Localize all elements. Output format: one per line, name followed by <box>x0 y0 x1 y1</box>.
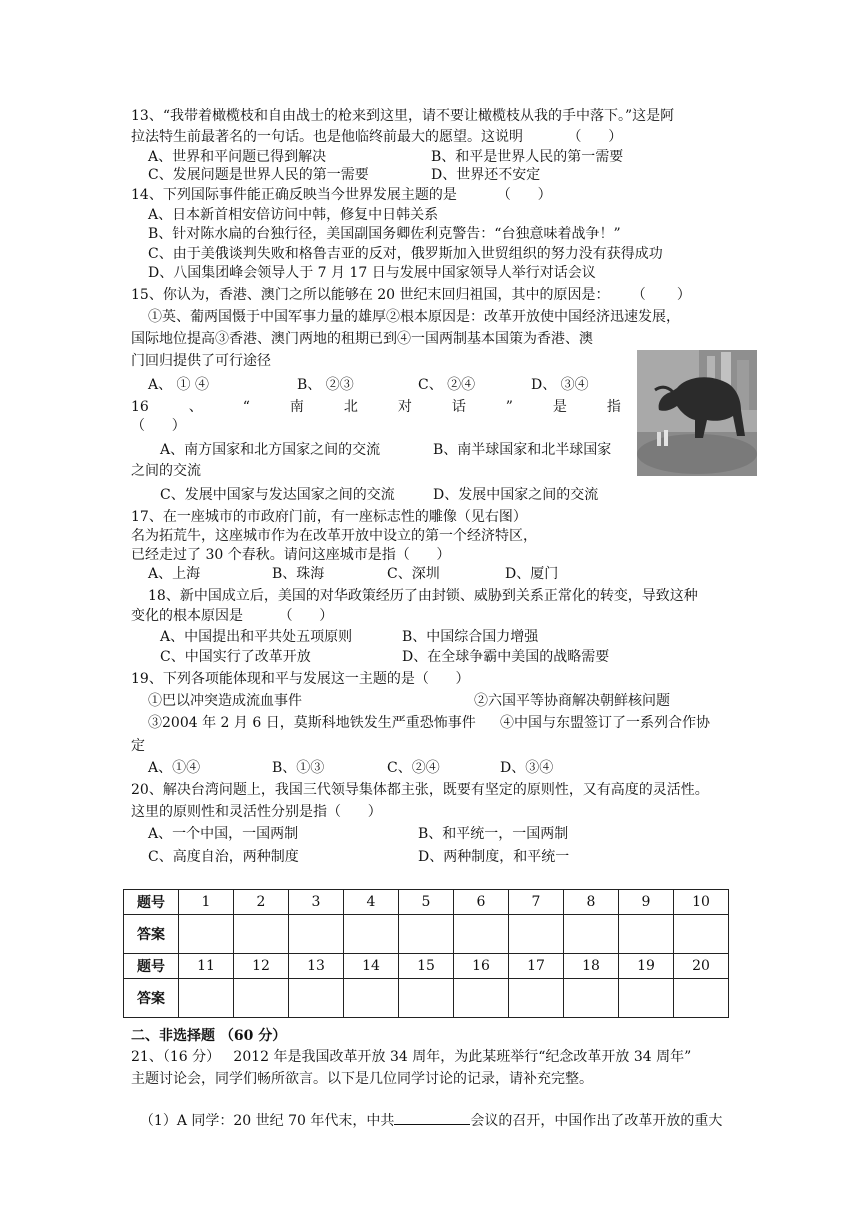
table-header-answer: 答案 <box>124 915 179 954</box>
answer-cell[interactable] <box>399 979 454 1018</box>
q19-option-d: D、③④ <box>500 760 554 776</box>
q15-stem: 15、你认为，香港、澳门之所以能够在 20 世纪末回归祖国，其中的原因是： （ ） <box>131 287 691 303</box>
q17-option-d: D、厦门 <box>505 566 559 582</box>
q13-stem-line1: 13、“我带着橄榄枝和自由战士的枪来到这里，请不要让橄榄枝从我的手中落下。”这是阿 <box>131 108 675 124</box>
answer-cell[interactable] <box>344 915 399 954</box>
q16-stem-part: 、 <box>188 399 203 415</box>
question-number-cell: 2 <box>234 890 289 915</box>
question-number-cell: 5 <box>399 890 454 915</box>
q16-option-b-cont: 之间的交流 <box>131 463 201 479</box>
q19-item-1: ①巴以冲突造成流血事件 <box>148 693 302 709</box>
q20-option-d: D、两种制度，和平统一 <box>418 849 570 865</box>
q18-stem-line2: 变化的根本原因是 （ ） <box>131 608 334 624</box>
answer-cell[interactable] <box>234 979 289 1018</box>
q17-option-b: B、珠海 <box>272 566 325 582</box>
q16-answer-paren: （ ） <box>131 418 186 434</box>
q17-option-a: A、上海 <box>148 566 201 582</box>
q13-option-d: D、世界还不安定 <box>431 167 541 183</box>
q19-item-2: ②六国平等协商解决朝鲜核问题 <box>474 693 670 709</box>
q21-stem-line1: 21、（16 分） 2012 年是我国改革开放 34 周年，为此某班举行“纪念改革开放 34 周年” <box>131 1049 692 1065</box>
q16-stem <box>131 398 621 416</box>
q14-option-a: A、日本新首相安倍访问中韩，修复中日韩关系 <box>148 207 439 223</box>
q21-stem-line2: 主题讨论会，同学们畅所欲言。以下是几位同学讨论的记录，请补充完整。 <box>131 1071 593 1087</box>
question-number-cell: 16 <box>454 954 509 979</box>
q19-option-c: C、②④ <box>387 760 440 776</box>
fill-in-blank[interactable] <box>394 1110 470 1125</box>
q15-line3: 门回归提供了可行途径 <box>131 353 271 369</box>
table-row <box>124 915 729 954</box>
q14-option-d: D、八国集团峰会领导人于 7 月 17 日与发展中国家领导人举行对话会议 <box>148 265 596 281</box>
q17-option-c: C、深圳 <box>387 566 440 582</box>
q15-option-b: B、 ②③ <box>297 377 354 393</box>
q17-stem-line3: 已经走过了 30 个春秋。请问这座城市是指（ ） <box>131 547 451 563</box>
q17-stem-line1: 17、在一座城市的市政府门前，有一座标志性的雕像（见右图） <box>131 509 527 525</box>
q13-stem-line2: 拉法特生前最著名的一句话。也是他临终前最大的愿望。这说明 （ ） <box>131 129 623 145</box>
q13-option-c: C、发展问题是世界人民的第一需要 <box>148 167 369 183</box>
q16-option-a: A、南方国家和北方国家之间的交流 <box>160 442 381 458</box>
table-header-answer: 答案 <box>124 979 179 1018</box>
table-header-number: 题号 <box>124 890 179 915</box>
q18-option-a: A、中国提出和平共处五项原则 <box>160 629 353 645</box>
q20-option-b: B、和平统一，一国两制 <box>418 826 569 842</box>
answer-cell[interactable] <box>564 979 619 1018</box>
q15-line1: ①英、葡两国慑于中国军事力量的雄厚②根本原因是：改革开放使中国经济迅速发展， <box>148 309 680 325</box>
q21-sub1-before-blank: （1）A 同学：20 世纪 70 年代末，中共 <box>139 1113 395 1129</box>
q16-stem-part: 16 <box>131 399 149 415</box>
answer-cell[interactable] <box>509 979 564 1018</box>
question-number-cell: 1 <box>179 890 234 915</box>
q19-item-4: ④中国与东盟签订了一系列合作协 <box>500 715 710 731</box>
q21-sub1-after-blank: 会议的召开，中国作出了改革开放的重大 <box>470 1113 723 1129</box>
answer-cell[interactable] <box>674 915 729 954</box>
answer-cell[interactable] <box>289 915 344 954</box>
answer-cell[interactable] <box>454 915 509 954</box>
question-number-cell: 6 <box>454 890 509 915</box>
answer-cell[interactable] <box>179 979 234 1018</box>
answer-cell[interactable] <box>674 979 729 1018</box>
q16-option-c: C、发展中国家与发达国家之间的交流 <box>160 487 395 503</box>
answer-cell[interactable] <box>454 979 509 1018</box>
q19-option-b: B、①③ <box>272 760 325 776</box>
table-row <box>124 890 729 915</box>
answer-cell[interactable] <box>234 915 289 954</box>
q16-stem-part: 对 <box>397 399 412 415</box>
question-number-cell: 3 <box>289 890 344 915</box>
question-number-cell: 20 <box>674 954 729 979</box>
q16-stem-part: 指 <box>606 399 621 415</box>
answer-table <box>123 889 729 1018</box>
answer-cell[interactable] <box>289 979 344 1018</box>
q19-item-4-cont: 定 <box>131 738 145 754</box>
q19-option-a: A、①④ <box>148 760 201 776</box>
q17-stem-line2: 名为拓荒牛，这座城市作为在改革开放中设立的第一个经济特区， <box>131 528 537 544</box>
question-number-cell: 18 <box>564 954 619 979</box>
table-header-number: 题号 <box>124 954 179 979</box>
answer-cell[interactable] <box>179 915 234 954</box>
answer-cell[interactable] <box>564 915 619 954</box>
question-number-cell: 8 <box>564 890 619 915</box>
table-row <box>124 954 729 979</box>
answer-cell[interactable] <box>619 979 674 1018</box>
q14-option-c: C、由于美俄谈判失败和格鲁吉亚的反对，俄罗斯加入世贸组织的努力没有获得成功 <box>148 246 663 262</box>
q16-stem-part: ” <box>505 399 513 415</box>
q16-stem-part: “ <box>242 399 250 415</box>
q16-stem-part: 话 <box>451 399 466 415</box>
q18-option-c: C、中国实行了改革开放 <box>160 649 311 665</box>
q18-option-b: B、中国综合国力增强 <box>402 629 539 645</box>
question-number-cell: 10 <box>674 890 729 915</box>
question-number-cell: 7 <box>509 890 564 915</box>
q13-option-b: B、和平是世界人民的第一需要 <box>431 149 624 165</box>
question-number-cell: 15 <box>399 954 454 979</box>
answer-cell[interactable] <box>344 979 399 1018</box>
q15-option-a: A、 ① ④ <box>148 377 210 393</box>
question-number-cell: 13 <box>289 954 344 979</box>
question-number-cell: 11 <box>179 954 234 979</box>
q20-option-a: A、一个中国，一国两制 <box>148 826 299 842</box>
q13-option-a: A、世界和平问题已得到解决 <box>148 149 327 165</box>
table-row <box>124 979 729 1018</box>
question-number-cell: 17 <box>509 954 564 979</box>
q15-line2: 国际地位提高③香港、澳门两地的租期已到④一国两制基本国策为香港、澳 <box>131 331 593 347</box>
q20-stem-line1: 20、解决台湾问题上，我国三代领导集体都主张，既要有坚定的原则性，又有高度的灵活性。 <box>131 782 709 798</box>
question-number-cell: 4 <box>344 890 399 915</box>
question-number-cell: 14 <box>344 954 399 979</box>
q19-item-3: ③2004 年 2 月 6 日，莫斯科地铁发生严重恐怖事件 <box>148 715 476 731</box>
q14-option-b: B、针对陈水扁的台独行径，美国副国务卿佐利克警告：“台独意味着战争！” <box>148 226 621 242</box>
q14-stem: 14、下列国际事件能正确反映当今世界发展主题的是 （ ） <box>131 187 552 203</box>
question-number-cell: 19 <box>619 954 674 979</box>
q20-option-c: C、高度自治，两种制度 <box>148 849 299 865</box>
q20-stem-line2: 这里的原则性和灵活性分别是指（ ） <box>131 804 382 820</box>
q18-option-d: D、在全球争霸中美国的战略需要 <box>402 649 610 665</box>
q15-option-d: D、 ③④ <box>531 377 589 393</box>
q16-option-b: B、南半球国家和北半球国家 <box>433 442 612 458</box>
q16-stem-part: 是 <box>552 399 567 415</box>
q16-option-d: D、发展中国家之间的交流 <box>433 487 599 503</box>
q21-sub1 <box>131 1092 722 1130</box>
answer-cell[interactable] <box>619 915 674 954</box>
section-title-non-choice: 二、非选择题 （60 分） <box>131 1028 287 1044</box>
q16-stem-part: 南 <box>289 399 304 415</box>
bull-sculpture-photo <box>637 350 757 476</box>
q19-stem: 19、下列各项能体现和平与发展这一主题的是（ ） <box>131 671 470 687</box>
answer-cell[interactable] <box>509 915 564 954</box>
q15-option-c: C、 ②④ <box>418 377 476 393</box>
question-number-cell: 12 <box>234 954 289 979</box>
q18-stem-line1: 18、新中国成立后，美国的对华政策经历了由封锁、威胁到关系正常化的转变，导致这种 <box>148 588 698 604</box>
question-number-cell: 9 <box>619 890 674 915</box>
q16-stem-part: 北 <box>343 399 358 415</box>
answer-cell[interactable] <box>399 915 454 954</box>
